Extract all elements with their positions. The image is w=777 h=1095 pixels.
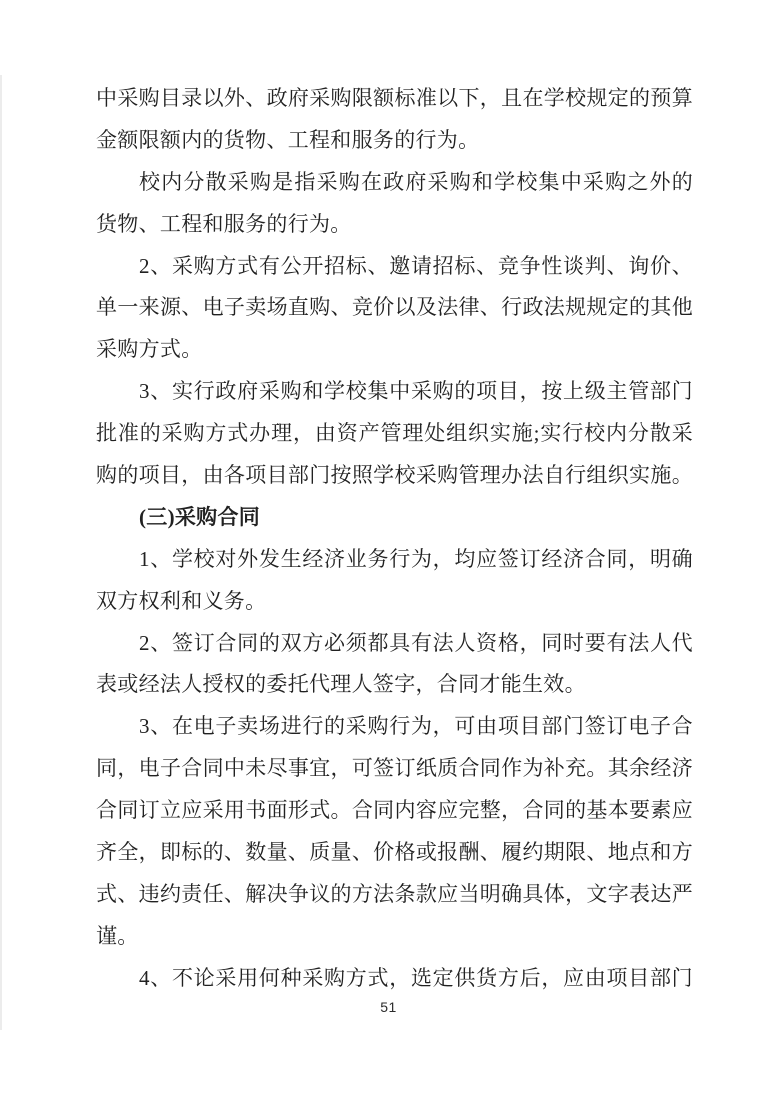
text-line: 2、采购方式有公开招标、邀请招标、竞争性谈判、询价、	[139, 253, 693, 278]
text-line: (三)采购合同	[139, 504, 261, 529]
page-number: 51	[380, 999, 397, 1015]
text-line: 齐全，即标的、数量、质量、价格或报酬、履约期限、地点和方	[96, 840, 693, 865]
text-line: 金额限额内的货物、工程和服务的行为。	[96, 127, 480, 152]
text-line: 3、实行政府采购和学校集中采购的项目，按上级主管部门	[139, 379, 693, 404]
text-line: 谨。	[96, 923, 139, 948]
text-line: 采购方式。	[96, 337, 203, 362]
text-line: 批准的采购方式办理，由资产管理处组织实施;实行校内分散采	[96, 421, 693, 446]
text-line: 双方权利和义务。	[96, 588, 267, 613]
text-line: 货物、工程和服务的行为。	[96, 211, 352, 236]
text-line: 同，电子合同中未尽事宜，可签订纸质合同作为补充。其余经济	[96, 756, 693, 781]
text-line: 1、学校对外发生经济业务行为，均应签订经济合同，明确	[139, 546, 693, 571]
text-line: 单一来源、电子卖场直购、竞价以及法律、行政法规规定的其他	[96, 295, 693, 320]
text-line: 2、签订合同的双方必须都具有法人资格，同时要有法人代	[139, 630, 693, 655]
text-line: 表或经法人授权的委托代理人签字，合同才能生效。	[96, 672, 586, 697]
text-line: 式、违约责任、解决争议的方法条款应当明确具体，文字表达严	[96, 881, 693, 906]
text-line: 校内分散采购是指采购在政府采购和学校集中采购之外的	[139, 169, 693, 194]
page-edge-artifact	[0, 75, 2, 1030]
text-line: 中采购目录以外、政府采购限额标准以下，且在学校规定的预算	[96, 86, 693, 110]
document-body	[96, 78, 693, 1000]
text-line: 合同订立应采用书面形式。合同内容应完整，合同的基本要素应	[96, 798, 693, 823]
text-line: 4、不论采用何种采购方式，选定供货方后，应由项目部门	[139, 965, 693, 990]
text-line: 购的项目，由各项目部门按照学校采购管理办法自行组织实施。	[96, 463, 693, 488]
text-line: 3、在电子卖场进行的采购行为，可由项目部门签订电子合	[139, 714, 693, 739]
